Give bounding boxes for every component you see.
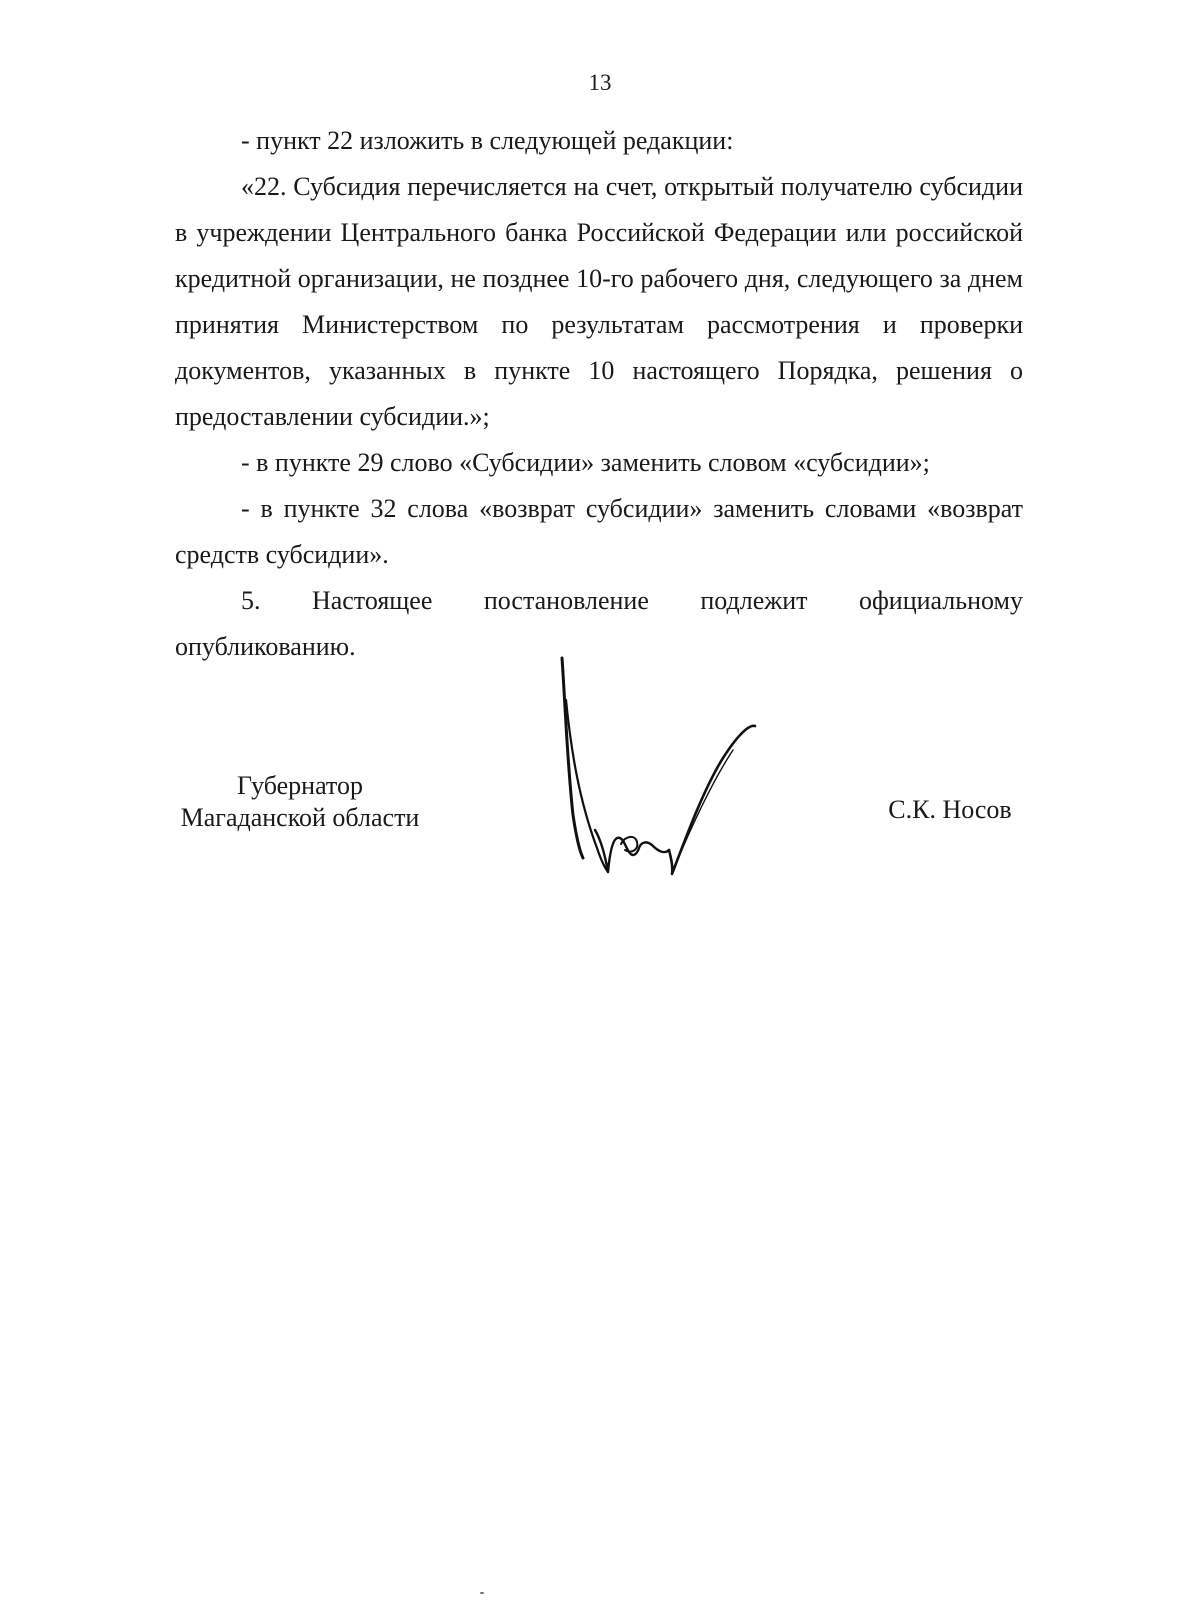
signatory-title-line1: Губернатор <box>237 771 363 800</box>
scan-speck <box>480 1592 484 1594</box>
page-number: 13 <box>588 70 612 95</box>
paragraph-item-29: - в пункте 29 слово «Субсидии» заменить словом «субсидии»; <box>241 448 930 477</box>
handwritten-signature <box>545 640 775 890</box>
paragraph-item-32: - в пункте 32 слова «возврат субсидии» заменить словами «возврат средств субсидии». <box>175 494 1023 569</box>
paragraph-item-22-text: «22. Субсидия перечисляется на счет, открытый получателю субсидии в учреждении Центрального банка Российской Федерации или российской кредитной организации, не позднее 10-го рабочего дня, следующего за днем принятия Министерством по результатам рассмотрения и проверки документов, указанных в пункте 10 настоящего Порядка, решения о предоставлении субсидии.»; <box>175 172 1023 431</box>
paragraph-item-22-intro: - пункт 22 изложить в следующей редакции: <box>241 126 734 155</box>
paragraph-item-5: 5. Настоящее постановление подлежит официальному опубликованию. <box>175 586 1023 661</box>
signatory-title-line2: Магаданской области <box>180 803 420 832</box>
signatory-title <box>170 770 430 834</box>
signatory-name: С.К. Носов <box>888 795 1012 824</box>
document-body <box>175 118 1023 670</box>
